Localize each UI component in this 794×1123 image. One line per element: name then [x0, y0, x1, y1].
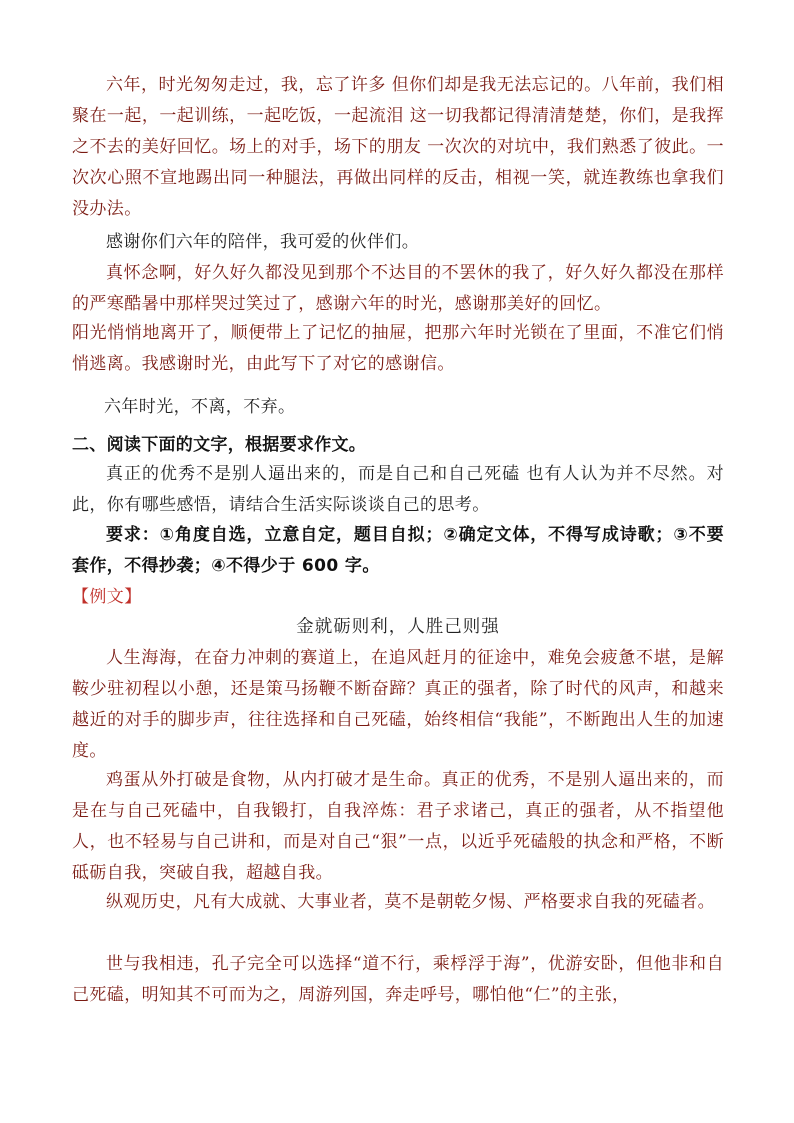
essay1-closing-line: 六年时光，不离，不弃。 [104, 397, 296, 417]
essay1-paragraph-1: 六年，时光匆匆走过，我，忘了许多 但你们却是我无法忘记的。八年前，我们相聚在一起，一起训练，一起吃饭，一起流泪 这一切我都记得清清楚楚，你们，是我挥之不去的美好回忆。场上的对手，场下的朋友 一次次的对坑中，我们熟悉了彼此。一次次心照不宣地踢出同一种腿法，再做出同样的反击，相视一笑，就连教练也拿我们没办法。 [72, 75, 724, 219]
example-paragraph-2: 鸡蛋从外打破是食物，从内打破才是生命。真正的优秀，不是别人逼出来的，而是在与自己死磕中，自我锻打，自我淬炼：君子求诸己，真正的强者，从不指望他人，也不轻易与自己讲和，而是对自己“狠”一点，以近乎死磕般的执念和严格，不断砥砺自我，突破自我，超越自我。 [72, 770, 724, 883]
example-title: 金就砺则利，人胜己则强 [296, 617, 500, 637]
example-paragraph-3: 纵观历史，凡有大成就、大事业者，莫不是朝乾夕惕、严格要求自我的死磕者。 [106, 892, 715, 912]
essay1-paragraph-2: 感谢你们六年的陪伴，我可爱的伙伴们。 [106, 232, 420, 252]
essay1-paragraph-3a: 真怀念啊，好久好久都没见到那个不达目的不罢休的我了，好久好久都没在那样的严寒酷暑中那样哭过笑过了，感谢六年的时光，感谢那美好的回忆。 [72, 263, 724, 314]
example-paragraph-4: 世与我相违，孔子完全可以选择“道不行，乘桴浮于海”，优游安卧，但他非和自己死磕，明知其不可而为之，周游列国，奔走呼号，哪怕他“仁”的主张， [72, 954, 724, 1005]
section2-prompt: 真正的优秀不是别人逼出来的，而是自己和自己死磕 也有人认为并不尽然。对此，你有哪些感悟，请结合生活实际谈谈自己的思考。 [72, 464, 724, 515]
section2-heading: 二、阅读下面的文字，根据要求作文。 [72, 435, 367, 455]
example-tag: 【例文】 [72, 587, 142, 607]
essay1-paragraph-3b: 阳光悄悄地离开了，顺便带上了记忆的抽屉，把那六年时光锁在了里面，不准它们悄悄逃离。我感谢时光，由此写下了对它的感谢信。 [72, 323, 724, 374]
section2-requirements: 要求：①角度自选，立意自定，题目自拟；②确定文体，不得写成诗歌；③不要套作，不得抄袭；④不得少于 600 字。 [72, 525, 724, 576]
example-paragraph-1: 人生海海，在奋力冲刺的赛道上，在追风赶月的征途中，难免会疲惫不堪，是解鞍少驻初程以小憩，还是策马扬鞭不断奋蹄？真正的强者，除了时代的风声，和越来越近的对手的脚步声，往往选择和自己死磕，始终相信“我能”，不断跑出人生的加速度。 [72, 648, 724, 761]
